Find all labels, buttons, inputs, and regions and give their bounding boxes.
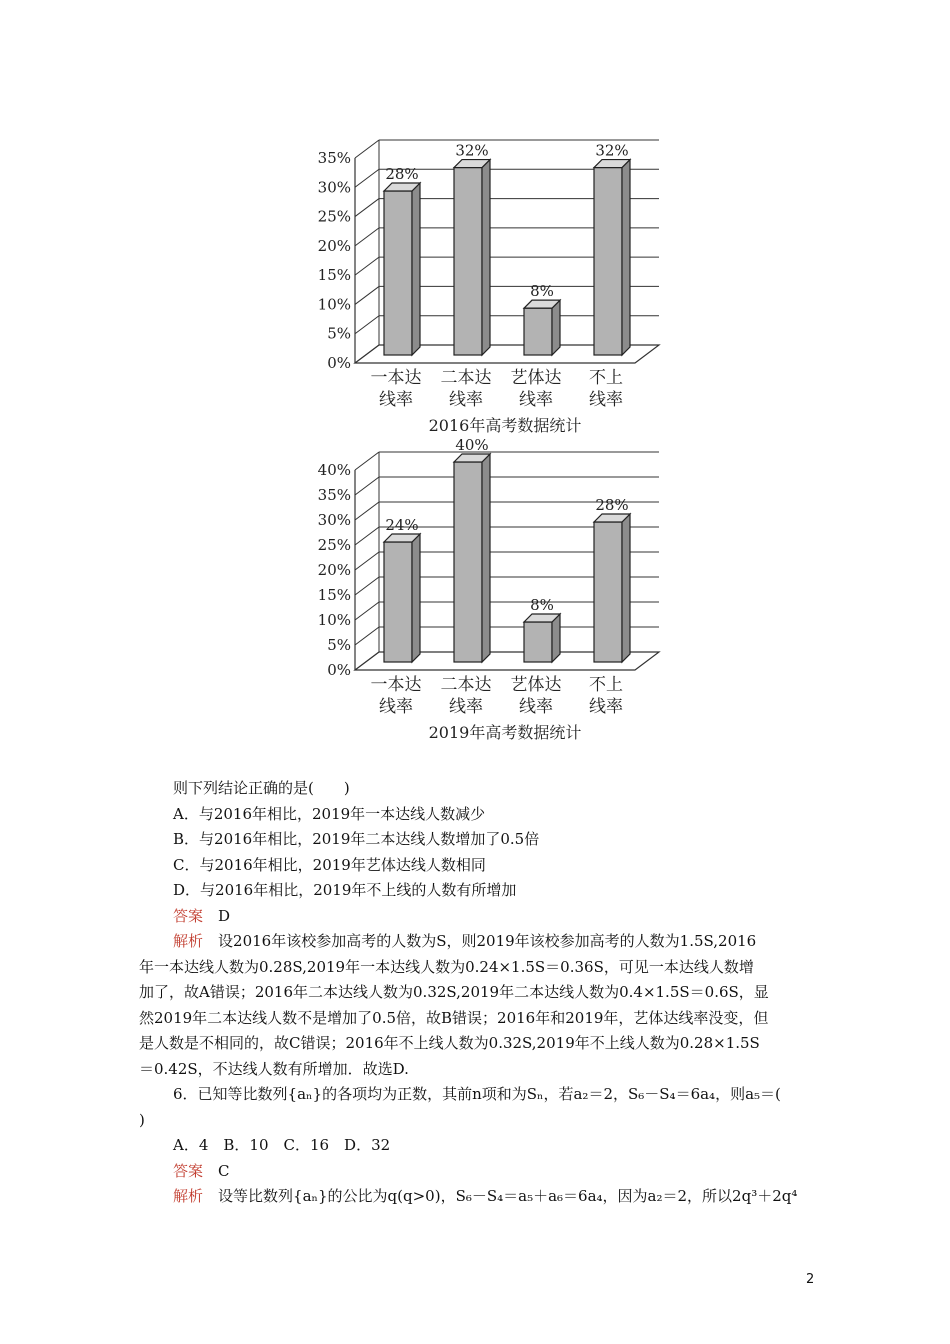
- data-label: 32%: [595, 141, 629, 160]
- y-tick-label: 35%: [317, 486, 351, 504]
- data-label: 28%: [595, 496, 629, 514]
- y-tick-label: 25%: [317, 207, 351, 226]
- page-number: 2: [806, 1272, 815, 1287]
- q6-stem-line-2: ): [139, 1110, 145, 1129]
- bar-side: [412, 534, 420, 662]
- bar-side: [552, 300, 560, 355]
- data-label: 8%: [530, 282, 554, 301]
- option-c: C．与2016年相比，2019年艺体达线人数相同: [173, 855, 486, 874]
- data-label: 8%: [530, 596, 554, 614]
- x-tick-label: 线率: [519, 390, 553, 410]
- bar-chart-2019: [300, 436, 680, 772]
- data-label: 40%: [455, 436, 489, 454]
- y-tick-label: 30%: [317, 511, 351, 529]
- chart-2019: [300, 436, 680, 772]
- bar-side: [482, 454, 490, 662]
- x-tick-label: 不上: [589, 368, 623, 388]
- grid-slant: [355, 316, 379, 334]
- analysis-line-3: 加了，故A错误；2016年二本达线人数为0.32S,2019年二本达线人数为0.4×1.5S＝0.6S，显: [139, 983, 769, 1001]
- analysis-line-1: 解析 设2016年该校参加高考的人数为S，则2019年该校参加高考的人数为1.5S,2016: [173, 932, 757, 950]
- analysis-label: 解析: [173, 932, 204, 950]
- y-tick-label: 20%: [317, 236, 351, 255]
- q6-analysis-label: 解析: [173, 1187, 204, 1205]
- x-tick-label: 线率: [589, 390, 623, 410]
- q6-options: A．4 B．10 C．16 D．32: [173, 1136, 391, 1154]
- x-tick-label: 线率: [449, 390, 483, 410]
- y-tick-label: 0%: [327, 661, 351, 679]
- x-tick-label: 线率: [379, 697, 413, 717]
- question-5: [139, 776, 829, 1210]
- y-tick-label: 5%: [327, 636, 351, 654]
- x-tick-label: 二本达: [440, 368, 492, 388]
- y-tick-label: 25%: [317, 536, 351, 554]
- bar: [524, 622, 552, 662]
- data-label: 28%: [385, 165, 419, 183]
- y-tick-label: 30%: [317, 178, 351, 197]
- bar-side: [622, 160, 630, 355]
- bar-side: [622, 514, 630, 662]
- y-tick-label: 40%: [317, 461, 351, 479]
- option-a: A．与2016年相比，2019年一本达线人数减少: [173, 804, 486, 823]
- y-tick-label: 35%: [317, 149, 351, 167]
- bar-side: [482, 160, 490, 355]
- analysis-line-5: 是人数是不相同的，故C错误；2016年不上线人数为0.32S,2019年不上线人数为0.28×1.5S: [139, 1034, 760, 1052]
- x-tick-label: 线率: [449, 697, 483, 717]
- q6-answer-value: C: [218, 1161, 230, 1180]
- grid-slant: [355, 140, 379, 158]
- x-tick-label: 艺体达: [510, 675, 562, 695]
- x-tick-label: 一本达: [370, 675, 422, 695]
- grid-slant: [355, 477, 379, 495]
- bar-side: [412, 183, 420, 355]
- y-tick-label: 5%: [327, 324, 351, 343]
- bar: [524, 308, 552, 355]
- y-tick-label: 15%: [317, 266, 351, 285]
- y-tick-label: 10%: [317, 611, 351, 629]
- grid-slant: [355, 257, 379, 275]
- y-tick-label: 20%: [317, 561, 351, 579]
- x-tick-label: 不上: [589, 675, 623, 695]
- bar: [454, 462, 482, 662]
- option-d: D．与2016年相比，2019年不上线的人数有所增加: [173, 881, 517, 899]
- grid-slant: [355, 627, 379, 645]
- answer-value: D: [218, 906, 231, 925]
- x-tick-label: 线率: [519, 697, 553, 717]
- q6-answer-label: 答案: [173, 1161, 204, 1180]
- x-tick-label: 线率: [379, 390, 413, 410]
- y-tick-label: 0%: [327, 354, 351, 372]
- x-tick-label: 线率: [589, 697, 623, 717]
- grid-slant: [355, 552, 379, 570]
- x-tick-label: 一本达: [370, 368, 422, 388]
- bar: [594, 522, 622, 662]
- answer-row: [139, 904, 829, 930]
- analysis-line-4: 然2019年二本达线人数不是增加了0.5倍，故B错误；2016年和2019年，艺体达线率没变，但: [139, 1008, 769, 1027]
- q6-stem-line-1: 6．已知等比数列{aₙ}的各项均为正数，其前n项和为Sₙ，若a₂＝2，S₆－S₄＝6a₄，则a₅＝(: [173, 1085, 781, 1103]
- chart-title: 2019年高考数据统计: [428, 723, 582, 742]
- x-tick-label: 二本达: [440, 675, 492, 695]
- bar-chart-2016: [300, 140, 680, 445]
- option-b: B．与2016年相比，2019年二本达线人数增加了0.5倍: [173, 830, 540, 848]
- bar: [384, 542, 412, 662]
- grid-slant: [355, 527, 379, 545]
- data-label: 32%: [455, 141, 489, 160]
- x-tick-label: 艺体达: [510, 368, 562, 388]
- grid-slant: [355, 286, 379, 304]
- y-tick-label: 15%: [317, 586, 351, 604]
- q6-analysis: 解析 设等比数列{aₙ}的公比为q(q>0)，S₆－S₄＝a₅＋a₆＝6a₄，因为a₂＝2，所以2q³＋2q⁴: [173, 1187, 798, 1205]
- grid-slant: [355, 228, 379, 246]
- grid-slant: [355, 502, 379, 520]
- data-label: 24%: [385, 516, 419, 534]
- grid-slant: [355, 199, 379, 217]
- bar: [454, 168, 482, 355]
- grid-slant: [355, 452, 379, 470]
- analysis-line-2: 年一本达线人数为0.28S,2019年一本达线人数为0.24×1.5S＝0.36S，可见一本达线人数增: [139, 957, 754, 976]
- grid-slant: [355, 577, 379, 595]
- chart-2016: [300, 140, 680, 445]
- y-tick-label: 10%: [317, 295, 351, 314]
- analysis-line-6: ＝0.42S，不达线人数有所增加．故选D.: [139, 1059, 409, 1078]
- bar: [594, 168, 622, 355]
- answer-label: 答案: [173, 906, 204, 925]
- grid-slant: [355, 602, 379, 620]
- q6-answer-row: [139, 1159, 829, 1185]
- question-stem: 则下列结论正确的是( ): [173, 779, 350, 797]
- grid-slant: [355, 169, 379, 187]
- bar: [384, 191, 412, 355]
- chart-title: 2016年高考数据统计: [428, 416, 582, 435]
